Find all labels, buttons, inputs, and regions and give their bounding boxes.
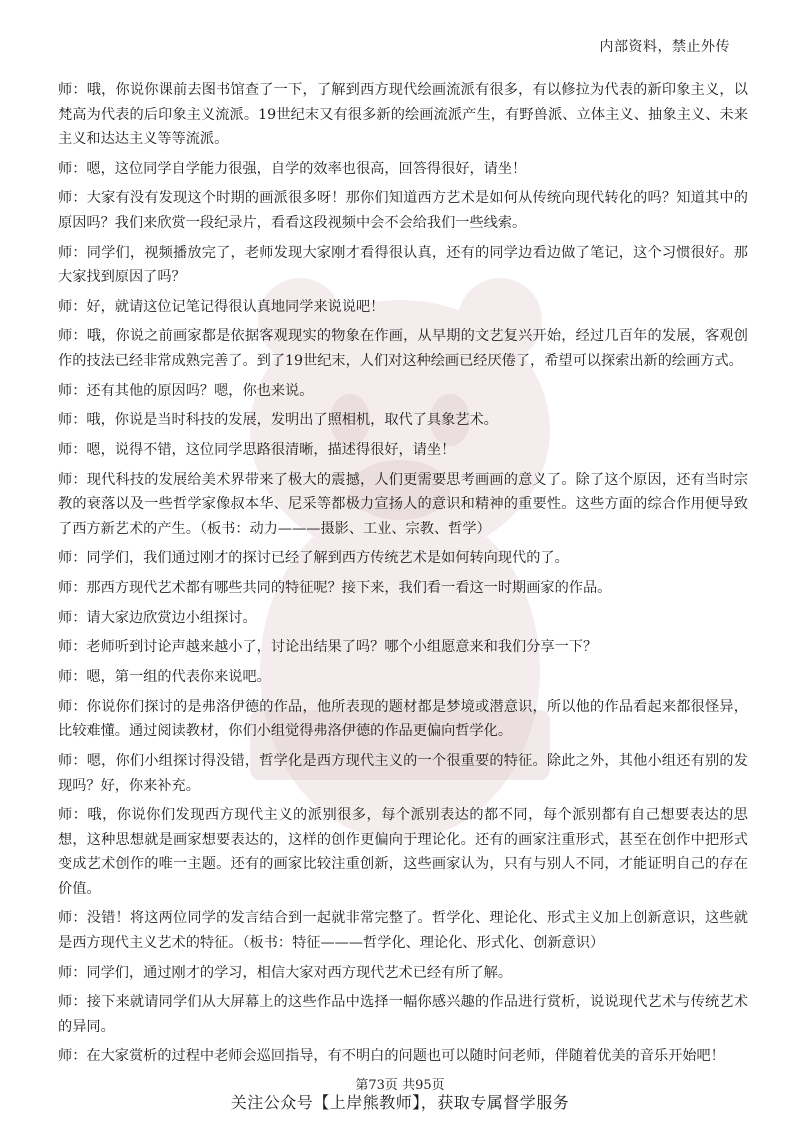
paragraph: 师：在大家赏析的过程中老师会巡回指导，有不明白的问题也可以随时问老师，伴随着优美的音乐开始吧！ [58, 1048, 725, 1065]
page-indicator: 第73页 共95页 [355, 1078, 445, 1093]
paragraph: 师：还有其他的原因吗？嗯，你也来说。 [58, 382, 314, 399]
paragraph: 师：嗯，你们小组探讨得没错，哲学化是西方现代主义的一个很重要的特征。除此之外，其他小组还有别的发现吗？好，你来补充。 [58, 753, 748, 794]
paragraph: 师：你说你们探讨的是弗洛伊德的作品，他所表现的题材都是梦境或潜意识，所以他的作品看起来都很怪异，比较难懂。通过阅读教材，你们小组觉得弗洛伊德的作品更偏向哲学化。 [58, 698, 748, 740]
paragraph: 师：哦，你说之前画家都是依据客观现实的物象在作画，从早期的文艺复兴开始，经过几百年的发展，客观创作的技法已经非常成熟完善了。到了19世纪末，人们对这种绘画已经厌倦了，希望可以探索出新的绘画方式。 [58, 328, 748, 369]
paragraph: 师：那西方现代艺术都有哪些共同的特征呢？接下来，我们看一看这一时期画家的作品。 [58, 580, 612, 597]
paragraph: 师：请大家边欣赏边小组探讨。 [58, 609, 257, 626]
paragraph: 师：哦，你说你课前去图书馆查了一下，了解到西方现代绘画流派有很多，有以修拉为代表的新印象主义，以梵高为代表的后印象主义流派。19世纪末又有很多新的绘画流派产生，有野兽派、立体主义、抽象主义、未来主义和达达主义等等流派。 [58, 82, 748, 147]
footer-promo-text: 关注公众号【上岸熊教师】，获取专属督学服务 [230, 1093, 570, 1112]
paragraph: 师：同学们，视频播放完了，老师发现大家刚才看得很认真，还有的同学边看边做了笔记，这个习惯很好。那大家找到原因了吗？ [58, 244, 748, 286]
paragraph: 师：没错！将这两位同学的发言结合到一起就非常完整了。哲学化、理论化、形式主义加上创新意识，这些就是西方现代主义艺术的特征。（板书：特征———哲学化、理论化、形式化、创新意识） [58, 910, 748, 951]
paragraph: 师：嗯，这位同学自学能力很强，自学的效率也很高，回答得很好，请坐！ [58, 160, 527, 177]
paragraph: 师：同学们，通过刚才的学习，相信大家对西方现代艺术已经有所了解。 [58, 964, 513, 981]
paragraph: 师：嗯，说得不错，这位同学思路很清晰，描述得很好，请坐！ [58, 442, 456, 458]
paragraph: 师：哦，你说是当时科技的发展，发明出了照相机，取代了具象艺术。 [58, 412, 498, 429]
paragraph: 师：现代科技的发展给美术界带来了极大的震撼，人们更需要思考画画的意义了。除了这个原因，还有当时宗教的衰落以及一些哲学家像叔本华、尼采等都极力宣扬人的意识和精神的重要性。这些方面的综合作用便导致了西方新艺术的产生。（板书：动力———摄影、工业、宗教、哲学） [58, 471, 748, 537]
paragraph: 师：老师听到讨论声越来越小了，讨论出结果了吗？哪个小组愿意来和我们分享一下？ [58, 639, 598, 656]
header-confidential-note: 内部资料，禁止外传 [599, 39, 730, 55]
paragraph: 师：接下来就请同学们从大屏幕上的这些作品中选择一幅你感兴趣的作品进行赏析，说说现代艺术与传统艺术的异同。 [58, 994, 748, 1035]
transcript-body [58, 78, 748, 1074]
paragraph: 师：嗯，第一组的代表你来说吧。 [58, 669, 271, 686]
paragraph: 师：好，就请这位记笔记得很认真地同学来说说吧！ [58, 298, 385, 315]
paragraph: 师：哦，你说你们发现西方现代主义的派别很多，每个派别表达的都不同，每个派别都有自己想要表达的思想，这种思想就是画家想要表达的，这样的创作更偏向于理论化。还有的画家注重形式，甚至在创作中把形式变成艺术创作的唯一主题。还有的画家比较注重创新，这些画家认为，只有与别人不同，才能证明自己的存在价值。 [58, 807, 748, 897]
paragraph: 师：大家有没有发现这个时期的画派很多呀！那你们知道西方艺术是如何从传统向现代转化的吗？知道其中的原因吗？我们来欣赏一段纪录片，看看这段视频中会不会给我们一些线索。 [58, 190, 748, 231]
paragraph: 师：同学们，我们通过刚才的探讨已经了解到西方传统艺术是如何转向现代的了。 [58, 550, 569, 567]
